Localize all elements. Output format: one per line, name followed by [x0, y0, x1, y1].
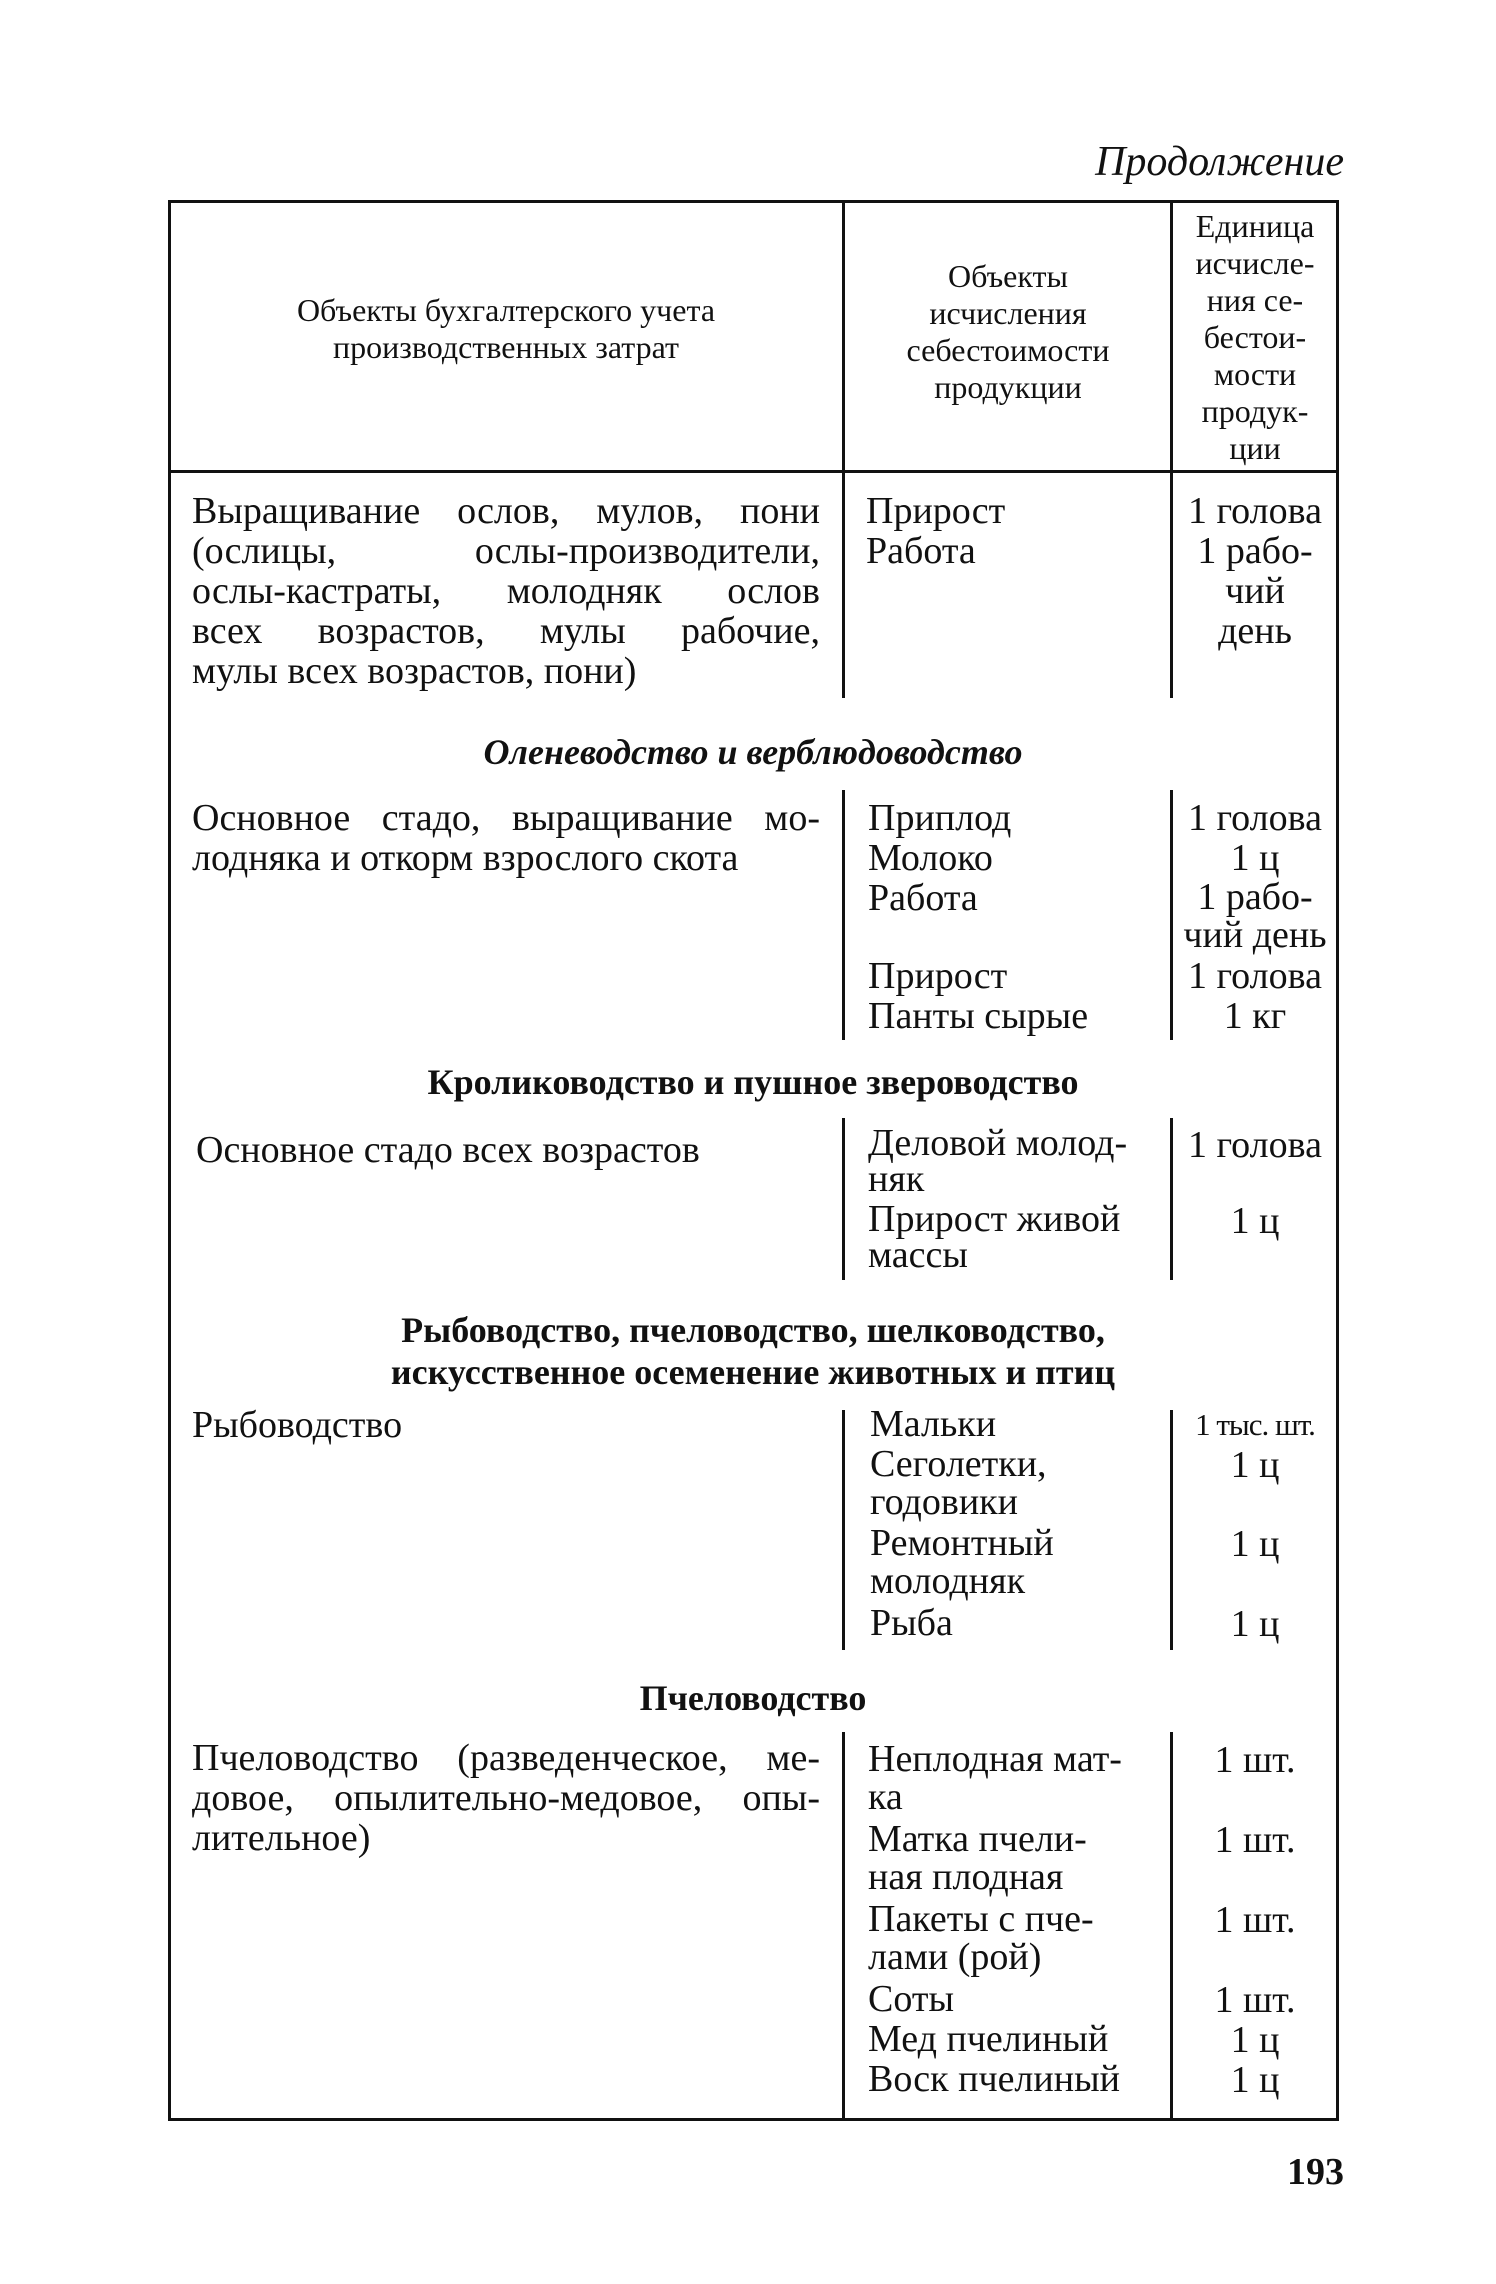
block3-object: Основное стадо всех возрастов — [196, 1129, 700, 1171]
block1-items: Прирост Работа — [866, 490, 1006, 572]
block2-item-4: Прирост — [868, 955, 1008, 997]
header-col1: Объекты бухгалтерского учета производственных затрат — [296, 292, 716, 365]
block1-object-line2: (ослицы, ослы-производители, — [192, 530, 820, 572]
block1-units: 1 голова 1 рабо- чий день — [1188, 490, 1322, 652]
block5-unit-3: 1 шт. — [1214, 1899, 1296, 1941]
table-top-border — [168, 200, 1338, 203]
block2-item-2: Молоко — [868, 837, 993, 879]
block5-unit-1: 1 шт. — [1214, 1739, 1296, 1781]
block3-divider-1 — [842, 1118, 845, 1280]
block2-unit-1: 1 голова — [1188, 797, 1322, 839]
block1-divider-1 — [842, 470, 845, 698]
block3-item-2: Прирост живой массы — [868, 1198, 1121, 1276]
block4-item-1: Мальки — [870, 1403, 997, 1445]
block2-item-5: Панты сырые — [868, 995, 1089, 1037]
block4-item-3: Ремонтный молодняк — [870, 1522, 1054, 1602]
table-bottom-border — [168, 2118, 1338, 2121]
block4-divider-1 — [842, 1410, 845, 1650]
block5-object-line2: довое, опылительно-медовое, опы- — [192, 1777, 820, 1819]
table-left-border — [168, 200, 171, 2121]
block2-unit-3: 1 рабо- чий день — [1183, 876, 1327, 956]
block3-unit-1: 1 голова — [1188, 1124, 1322, 1166]
block5-item-3: Пакеты с пче- лами (рой) — [868, 1898, 1094, 1978]
block2-item-1: Приплод — [868, 797, 1012, 839]
block5-unit-6: 1 ц — [1230, 2059, 1280, 2101]
section-heading-rabbit: Кролиководство и пушное звероводство — [427, 1062, 1079, 1102]
block5-item-2: Матка пчели- ная плодная — [868, 1818, 1087, 1898]
block4-unit-1: 1 тыс. шт. — [1195, 1407, 1315, 1442]
block1-object-line5: мулы всех возрастов, пони) — [192, 650, 637, 692]
block4-unit-4: 1 ц — [1230, 1603, 1280, 1645]
header-col3: Единица исчисле- ния се- бестои- мости продук- ции — [1195, 208, 1315, 466]
block1-object-line3: ослы-кастраты, молодняк ослов — [192, 570, 820, 612]
block5-unit-2: 1 шт. — [1214, 1819, 1296, 1861]
block5-unit-4: 1 шт. — [1214, 1979, 1296, 2021]
block1-object-line1: Выращивание ослов, мулов, пони — [192, 490, 820, 532]
block3-item-1: Деловой молод- няк — [868, 1122, 1128, 1200]
block2-divider-1 — [842, 790, 845, 1040]
section-heading-reindeer: Оленеводство и верблюдоводство — [483, 732, 1023, 772]
header-bottom-border — [168, 470, 1338, 473]
block5-item-1: Неплодная мат- ка — [868, 1738, 1122, 1818]
block4-unit-2: 1 ц — [1230, 1444, 1280, 1486]
block4-object: Рыбоводство — [192, 1404, 403, 1446]
block2-object-line2: лодняка и откорм взрослого скота — [192, 837, 739, 879]
page-number: 193 — [1287, 2151, 1344, 2193]
block4-unit-3: 1 ц — [1230, 1523, 1280, 1565]
block2-unit-5: 1 кг — [1223, 995, 1287, 1037]
section-heading-fish-line1: Рыбоводство, пчеловодство, шелководство, — [401, 1310, 1105, 1350]
block5-divider-1 — [842, 1732, 845, 2120]
block5-unit-5: 1 ц — [1230, 2019, 1280, 2061]
block1-object-line4: всех возрастов, мулы рабочие, — [192, 610, 820, 652]
block2-item-3: Работа — [868, 877, 978, 919]
block4-item-4: Рыба — [870, 1602, 953, 1644]
block5-item-5: Мед пчелиный — [868, 2018, 1109, 2060]
header-col-divider-1 — [842, 200, 845, 472]
block5-item-6: Воск пчелиный — [868, 2058, 1120, 2100]
section-heading-fish-line2: искусственное осеменение животных и птиц — [390, 1352, 1116, 1392]
block5-item-4: Соты — [868, 1978, 954, 2020]
section-heading-bee: Пчеловодство — [639, 1678, 867, 1718]
block2-unit-2: 1 ц — [1230, 837, 1280, 879]
block5-object-line3: лительное) — [192, 1817, 371, 1859]
block4-item-2: Сеголетки, годовики — [870, 1443, 1047, 1523]
block2-unit-4: 1 голова — [1188, 955, 1322, 997]
header-col2: Объекты исчисления себестоимости продукции — [906, 258, 1110, 405]
header-col-divider-2 — [1170, 200, 1173, 472]
block2-object-line1: Основное стадо, выращивание мо- — [192, 797, 820, 839]
block3-unit-2: 1 ц — [1230, 1200, 1280, 1242]
continuation-label: Продолжение — [1095, 139, 1344, 185]
block5-object-line1: Пчеловодство (разведенческое, ме- — [192, 1737, 820, 1779]
